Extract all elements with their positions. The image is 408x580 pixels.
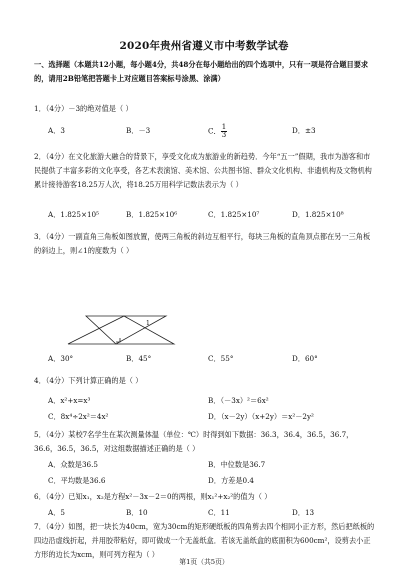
right-angle-mark (116, 338, 120, 342)
question-1-options (48, 124, 378, 138)
option-c-prefix: C． (208, 126, 221, 136)
option-d: D．（x－2y）（x+2y）＝x²－2y² (208, 412, 314, 421)
option-b: B．－3 (126, 126, 151, 135)
option-b: B．1.825×10⁶ (126, 210, 178, 219)
option-b: B．10 (126, 508, 148, 517)
option-a: A．1.825×10⁵ (48, 210, 100, 219)
option-a: A．众数是36.5 (48, 460, 98, 469)
option-c: C．8x⁴÷2x²＝4x² (48, 412, 109, 421)
question-3-stem: 3．（4分）一副直角三角板如图放置，使两三角板的斜边互相平行，每块三角板的直角顶点都在另一三角板的斜边上，则∠1的度数为（ ） (34, 232, 371, 255)
option-c: C．1.825×10⁷ (208, 210, 260, 219)
section-heading: 一、选择题（本题共12小题，每小题4分，共48分在每小题给出的四个选项中，只有一项是符合题目要求的，请用2B铅笔把答题卡上对应题目答案标号涂黑、涂满） (34, 60, 369, 83)
option-a: A．30° (48, 354, 74, 363)
option-d: D．13 (292, 508, 315, 517)
question-5-options-row1 (48, 458, 378, 472)
question-4-options-row1 (48, 394, 378, 408)
angle-1-label: 1 (146, 320, 150, 327)
question-3-options (48, 352, 378, 366)
page-footer: 第1页（共5页） (179, 558, 229, 566)
fraction-denominator: 3 (221, 131, 227, 139)
page-title: 2020年贵州省遵义市中考数学试卷 (119, 40, 289, 52)
option-b: B．中位数是36.7 (208, 460, 266, 469)
question-5-options-row2 (48, 474, 378, 488)
question-2-options (48, 208, 378, 222)
question-5-stem: 5．（4分）某校7名学生在某次测量体温（单位：℃）时得到如下数据：36.3，36.4，36.5，36.7，36.6，36.5，36.5，对这组数据描述正确的是（ ） (34, 430, 354, 453)
option-b: B．（－3x）²＝6x² (208, 396, 269, 405)
option-c (208, 124, 227, 139)
question-2-stem: 2．（4分）在文化旅游大融合的背景下，享受文化成为旅游业的新趋势．今年“五一”假期，我市为游客和市民提供了丰富多彩的文化享受，各艺术表演馆、美术馆、公共图书馆、群众文化机构、非遗机构及文物机构累计接待游客18.25万人次，将18.25万用科学记数法表示为（ ） (34, 152, 372, 189)
option-c: C．55° (208, 354, 234, 363)
question-4-stem: 4．（4分）下列计算正确的是（ ） (34, 376, 143, 385)
option-d: D．方差是0.4 (208, 476, 254, 485)
fraction (221, 124, 227, 139)
triangle-small (86, 316, 166, 344)
option-d: D．1.825×10⁸ (292, 210, 344, 219)
option-a: A．5 (48, 508, 65, 517)
option-d: D．60° (292, 354, 318, 363)
question-1-stem: 1．（4分）－3的绝对值是（ ） (34, 104, 133, 113)
option-d: D．±3 (292, 126, 316, 135)
triangle-rulers-figure (66, 314, 176, 348)
option-a: A．x²+x=x³ (48, 396, 91, 405)
question-6-options (48, 506, 378, 520)
question-7-stem: 7．（4分）如图，把一块长为40cm，宽为30cm的矩形硬纸板的四角剪去四个相同小正方形，然后把纸板的四边沿虚线折起，并用胶带粘好，即可做成一个无盖纸盒．若该无盖纸盒的底面积为600cm²，设剪去小正方形的边长为xcm，则可列方程为（ ） (34, 522, 375, 559)
option-b: B．45° (126, 354, 152, 363)
fraction-numerator: 1 (221, 123, 227, 131)
question-4-options-row2 (48, 410, 378, 424)
question-6-stem: 6．（4分）已知x₁，x₂是方程x²－3x－2＝0的两根，则x₁²+x₂²的值为（ ） (34, 492, 272, 501)
option-c: C．平均数是36.6 (48, 476, 106, 485)
option-a: A．3 (48, 126, 65, 135)
option-c: C．11 (208, 508, 230, 517)
